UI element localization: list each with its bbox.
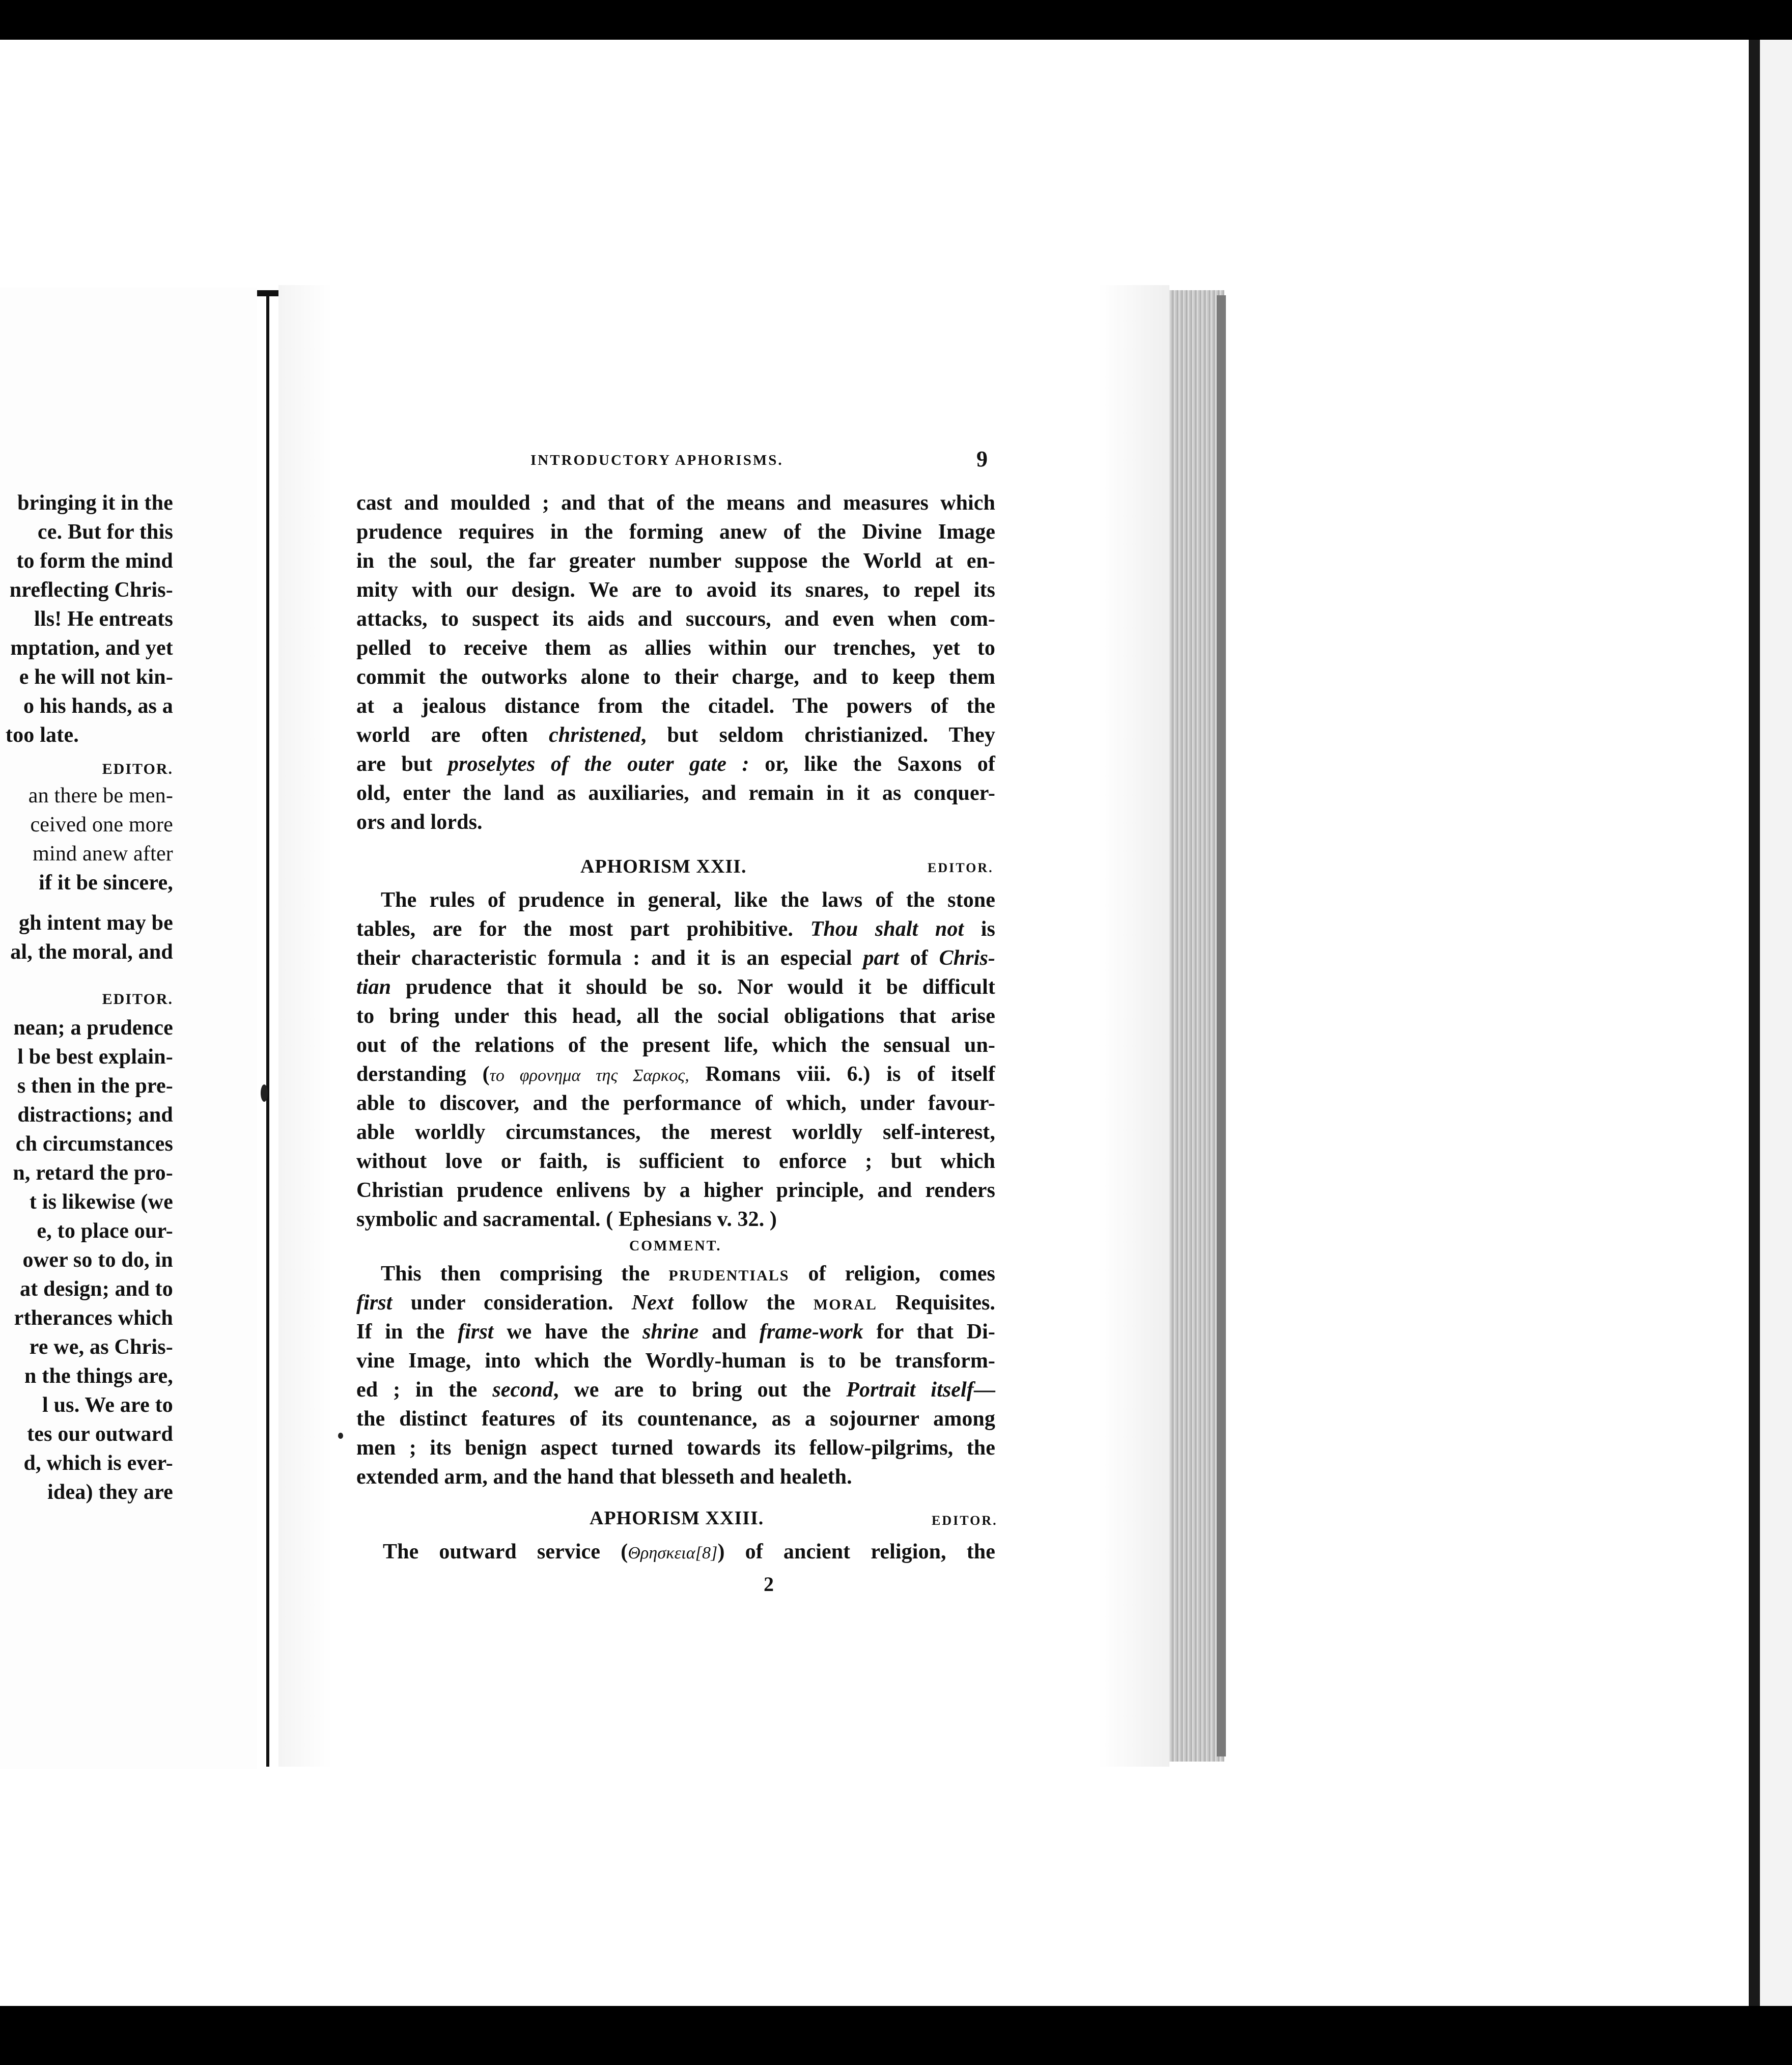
page-number: 9 [976,447,988,471]
text-run: or, like the Saxons of [749,752,995,776]
left-page [0,288,257,1769]
italic-run: Thou shalt not [810,917,964,941]
italic-run: shrine [642,1320,699,1344]
left-page-line: tes our outward [27,1422,173,1446]
text-run: of religion, comes [789,1262,996,1286]
left-page-line: lls! He entreats [34,607,173,631]
editor-tag: EDITOR. [928,860,994,875]
page-edges-shadow [1217,295,1226,1756]
text-run: , we are to bring out the [553,1378,847,1402]
text-line: without love or faith, is sufficient to enforce ; but which [356,1150,995,1173]
left-page-line: distractions; and [17,1103,173,1127]
aphorism-heading: APHORISM XXII. [580,856,747,877]
book-gutter [257,290,278,1767]
editor-tag: EDITOR. [932,1513,998,1528]
italic-run: christened [549,723,641,747]
text-run: ed ; in the [356,1378,493,1402]
left-page-line: o his hands, as a [23,694,173,718]
text-line: in the soul, the far greater number suppose the World at en- [356,549,995,573]
text-run: tables, are for the most part prohibitive. [356,917,810,941]
text-line: cast and moulded ; and that of the means and measures which [356,491,995,515]
text-run: follow the [673,1291,814,1315]
comment-heading: COMMENT. [629,1238,722,1254]
text-line: able worldly circumstances, the merest worldly self-interest, [356,1121,995,1144]
small-caps-run: MORAL [813,1296,877,1313]
text-run: their characteristic formula : and it is an especial [356,946,863,970]
italic-run: first [356,1291,393,1315]
left-page-line: idea) they are [47,1481,173,1504]
text-line: the distinct features of its countenance, as a sojourner among [356,1407,995,1431]
aphorism-heading: APHORISM XXIII. [590,1508,764,1529]
text-line [356,721,995,750]
left-page-editor-tag: EDITOR. [102,991,173,1008]
greek-run: το φρονημα της Σαρκος, [489,1066,689,1085]
left-page-line: to form the mind [16,549,173,573]
text-line [356,750,995,779]
text-run: ) of ancient religion, the [717,1540,996,1564]
running-title: INTRODUCTORY APHORISMS. [530,452,783,468]
left-page-line: d, which is ever- [23,1452,173,1475]
text-run: we have the [493,1320,643,1344]
scan-border-right [1749,40,1760,2006]
text-run: This then comprising the [381,1262,669,1286]
left-page-line: ceived one more [30,813,173,836]
left-page-line: s then in the pre- [17,1074,173,1098]
left-page-line: an there be men- [28,784,173,807]
italic-run: proselytes of the outer gate : [447,752,749,776]
text-run: are but [356,752,448,776]
small-caps-run: PRUDENTIALS [668,1267,790,1284]
text-line: men ; its benign aspect turned towards its fellow-pilgrims, the [356,1436,995,1460]
text-run: prudence that it should be so. Nor would it be difficult [391,975,995,999]
left-page-editor-tag: EDITOR. [102,761,173,777]
text-line: symbolic and sacramental. ( Ephesians v. 32. ) [356,1208,777,1231]
text-line: out of the relations of the present life, which the sensual un- [356,1034,995,1057]
left-page-line: too late. [5,723,79,747]
scan-border-top [0,0,1792,40]
italic-run: Next [631,1291,674,1315]
text-line: commit the outworks alone to their charge, and to keep them [356,665,995,689]
text-run: for that Di- [863,1320,995,1344]
text-line [381,1260,995,1290]
text-line: old, enter the land as auxiliaries, and remain in it as conquer- [356,782,995,805]
text-run: If in the [356,1320,458,1344]
text-line [356,1060,995,1090]
text-line: ors and lords. [356,811,483,834]
scan-border-bottom [0,2006,1792,2065]
left-page-line: e, to place our- [37,1219,173,1243]
text-line: vine Image, into which the Wordly-human is to be transform- [356,1349,995,1373]
left-page-line: mind anew after [33,842,173,866]
text-line: able to discover, and the performance of which, under favour- [356,1092,995,1115]
text-line: mity with our design. We are to avoid its snares, to repel its [356,578,995,602]
text-run: Requisites. [877,1291,996,1315]
italic-run: Portrait itself [846,1378,974,1402]
greek-run: Θρησκεια[8] [628,1544,718,1562]
text-line: Christian prudence enlivens by a higher principle, and renders [356,1179,995,1202]
text-run: — [973,1378,995,1402]
text-line: prudence requires in the forming anew of the Divine Image [356,520,995,544]
text-line: at a jealous distance from the citadel. The powers of the [356,694,995,718]
left-page-line: n, retard the pro- [13,1161,173,1185]
text-run: and [698,1320,760,1344]
left-page-line: gh intent may be [18,911,173,935]
text-run: , but seldom christianized. They [640,723,995,747]
left-page-line: nean; a prudence [13,1016,173,1040]
text-line [356,1376,995,1405]
text-line: attacks, to suspect its aids and succours, and even when com- [356,607,995,631]
left-page-line: al, the moral, and [10,940,173,964]
italic-run: second [492,1378,553,1402]
italic-run: Chris- [939,946,995,970]
left-page-line: mptation, and yet [10,636,173,660]
text-line [383,1538,995,1568]
left-page-line: t is likewise (we [29,1190,173,1214]
text-run: is [964,917,996,941]
left-page-line: n the things are, [24,1364,173,1388]
ink-speck [338,1433,343,1439]
text-line: pelled to receive them as allies within our trenches, yet to [356,636,995,660]
text-run: The outward service ( [383,1540,628,1564]
scan-margin-right [1760,40,1792,2006]
italic-run: frame-work [759,1320,863,1344]
text-run: under consideration. [392,1291,632,1315]
text-line [356,1318,995,1347]
left-page-line: if it be sincere, [39,871,173,895]
left-page-line: at design; and to [20,1277,173,1301]
left-page-line: l us. We are to [42,1393,173,1417]
left-page-line: bringing it in the [17,491,173,515]
left-page-line: nreflecting Chris- [9,578,173,602]
left-page-line: ce. But for this [37,520,173,544]
text-line: to bring under this head, all the social obligations that arise [356,1004,995,1028]
text-line: extended arm, and the hand that blesseth and healeth. [356,1465,852,1489]
text-line [356,915,995,944]
text-run: Romans viii. 6.) is of itself [689,1063,995,1086]
text-line [356,1289,995,1319]
text-line [356,944,995,973]
text-line: The rules of prudence in general, like the laws of the stone [381,888,995,912]
text-run: derstanding ( [356,1063,490,1086]
signature-mark: 2 [764,1573,774,1596]
left-page-line: l be best explain- [17,1045,173,1069]
left-page-line: e he will not kin- [19,665,173,689]
italic-run: part [863,946,899,970]
left-page-line: ch circumstances [15,1132,173,1156]
text-run: world are often [356,723,549,747]
left-page-line: rtherances which [14,1306,173,1330]
left-page-line: ower so to do, in [22,1248,173,1272]
gutter-rule [266,290,269,1767]
left-page-line: re we, as Chris- [29,1335,173,1359]
ink-speck [261,1084,268,1102]
text-line [356,973,995,1002]
text-run: of [899,946,939,970]
italic-run: tian [356,975,391,999]
italic-run: first [458,1320,494,1344]
